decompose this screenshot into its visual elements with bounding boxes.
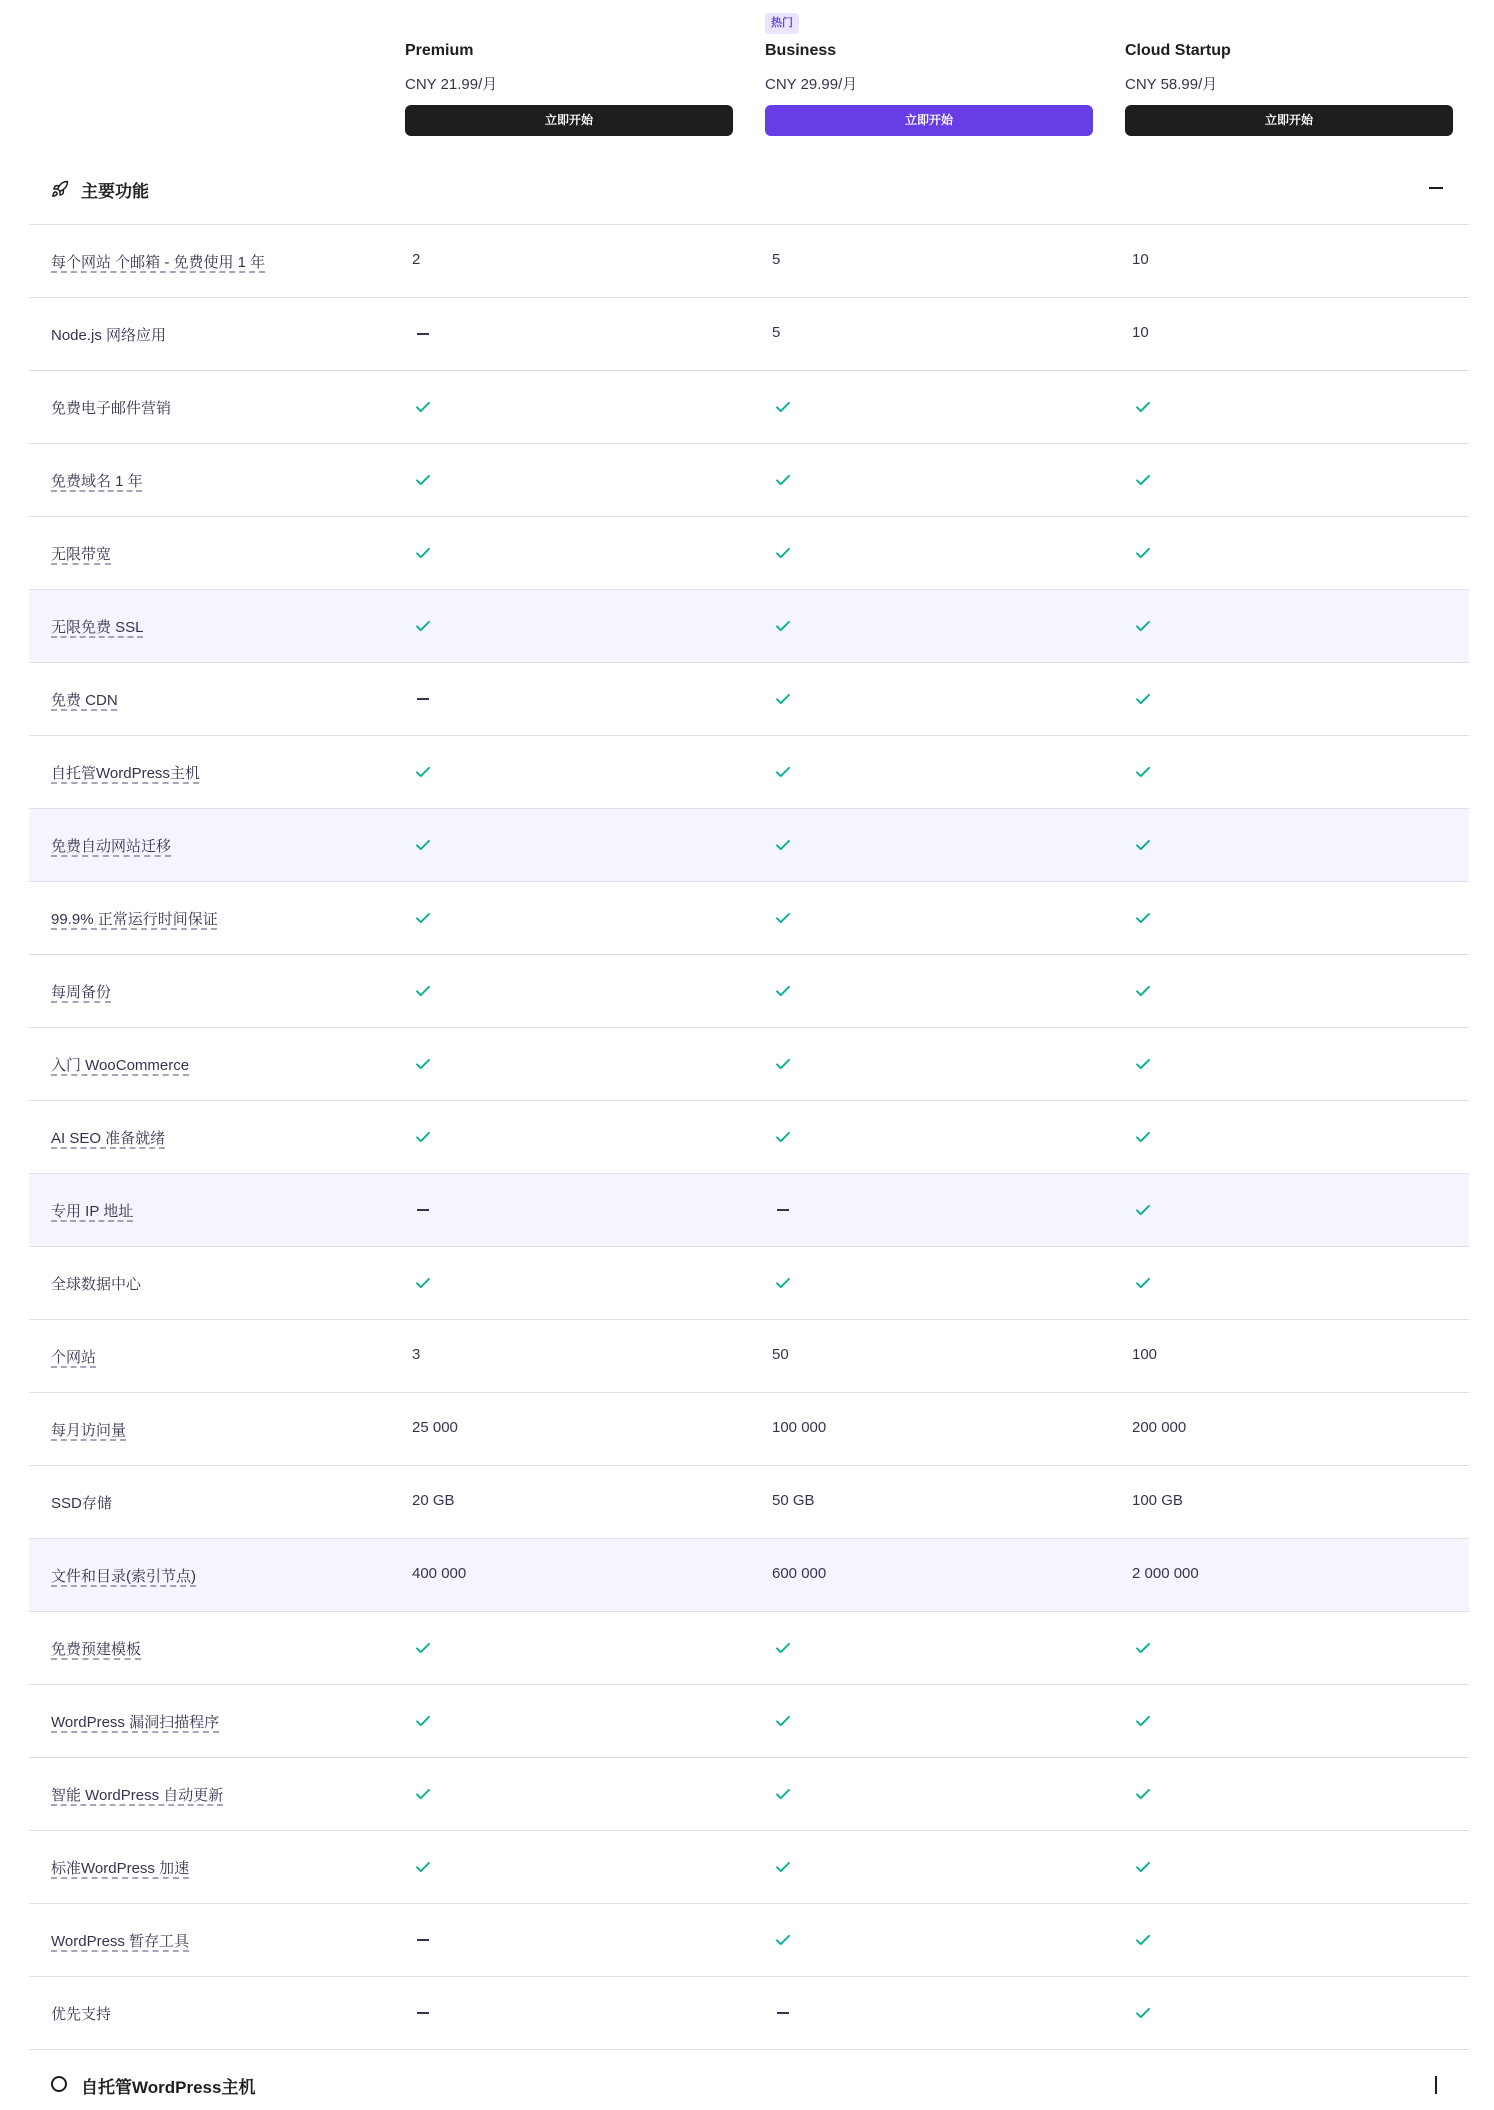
dash-icon bbox=[417, 698, 429, 700]
table-row bbox=[29, 1539, 1469, 1612]
check-icon bbox=[1134, 471, 1152, 489]
feature-value: 400 000 bbox=[412, 1565, 467, 1582]
check-icon bbox=[774, 1712, 792, 1730]
feature-label[interactable]: 个网站 bbox=[51, 1349, 97, 1366]
check-icon bbox=[1134, 1274, 1152, 1292]
check-icon bbox=[774, 1639, 792, 1657]
feature-label[interactable]: 每月访问量 bbox=[51, 1422, 127, 1439]
feature-value: 5 bbox=[772, 251, 781, 268]
minus-icon[interactable] bbox=[1427, 178, 1445, 196]
check-icon bbox=[1134, 1201, 1152, 1219]
feature-label[interactable]: 免费域名 1 年 bbox=[51, 473, 143, 490]
dash-icon bbox=[417, 1939, 429, 1941]
feature-value: 100 bbox=[1132, 1346, 1158, 1363]
feature-value: 3 bbox=[412, 1346, 421, 1363]
table-row bbox=[29, 1466, 1469, 1539]
table-row bbox=[29, 1685, 1469, 1758]
table-row bbox=[29, 1758, 1469, 1831]
popular-badge: 热门 bbox=[765, 13, 799, 34]
table-row bbox=[29, 225, 1469, 298]
check-icon bbox=[414, 763, 432, 781]
table-row bbox=[29, 1977, 1469, 2050]
feature-label[interactable]: 标准WordPress 加速 bbox=[51, 1860, 190, 1877]
table-row bbox=[29, 663, 1469, 736]
check-icon bbox=[1134, 1712, 1152, 1730]
check-icon bbox=[774, 617, 792, 635]
check-icon bbox=[414, 617, 432, 635]
check-icon bbox=[1134, 909, 1152, 927]
feature-value: 5 bbox=[772, 324, 781, 341]
check-icon bbox=[414, 1712, 432, 1730]
check-icon bbox=[774, 544, 792, 562]
check-icon bbox=[414, 909, 432, 927]
feature-table bbox=[29, 225, 1469, 2050]
feature-value: 2 bbox=[412, 251, 421, 268]
check-icon bbox=[1134, 2004, 1152, 2022]
table-row bbox=[29, 1247, 1469, 1320]
feature-label[interactable]: 免费预建模板 bbox=[51, 1641, 142, 1658]
section-title: 主要功能 bbox=[81, 182, 149, 201]
start-now-button[interactable]: 立即开始 bbox=[1125, 105, 1453, 136]
feature-value: 600 000 bbox=[772, 1565, 827, 1582]
table-row bbox=[29, 1320, 1469, 1393]
check-icon bbox=[774, 398, 792, 416]
table-row bbox=[29, 298, 1469, 371]
feature-label[interactable]: 专用 IP 地址 bbox=[51, 1203, 134, 1220]
plan-name: Premium bbox=[405, 42, 474, 59]
feature-label[interactable]: 无限带宽 bbox=[51, 546, 112, 563]
rocket-icon bbox=[51, 180, 69, 198]
dash-icon bbox=[777, 1209, 789, 1211]
table-row bbox=[29, 590, 1469, 663]
feature-label: 优先支持 bbox=[51, 2006, 112, 2023]
table-row bbox=[29, 955, 1469, 1028]
feature-label[interactable]: 99.9% 正常运行时间保证 bbox=[51, 911, 218, 928]
check-icon bbox=[1134, 1128, 1152, 1146]
check-icon bbox=[414, 1785, 432, 1803]
feature-label: Node.js 网络应用 bbox=[51, 327, 167, 344]
check-icon bbox=[1134, 763, 1152, 781]
feature-label[interactable]: WordPress 漏洞扫描程序 bbox=[51, 1714, 220, 1731]
check-icon bbox=[1134, 1785, 1152, 1803]
feature-value: 10 bbox=[1132, 324, 1149, 341]
feature-value: 100 GB bbox=[1132, 1492, 1183, 1509]
start-now-button[interactable]: 立即开始 bbox=[405, 105, 733, 136]
check-icon bbox=[1134, 836, 1152, 854]
check-icon bbox=[414, 982, 432, 1000]
feature-label: 免费电子邮件营销 bbox=[51, 400, 172, 417]
check-icon bbox=[774, 690, 792, 708]
table-row bbox=[29, 371, 1469, 444]
wordpress-icon bbox=[51, 2076, 67, 2092]
dash-icon bbox=[417, 1209, 429, 1211]
feature-value: 25 000 bbox=[412, 1419, 458, 1436]
check-icon bbox=[414, 471, 432, 489]
feature-label[interactable]: 免费自动网站迁移 bbox=[51, 838, 172, 855]
section-title: 自托管WordPress主机 bbox=[81, 2078, 256, 2097]
check-icon bbox=[414, 1639, 432, 1657]
table-row bbox=[29, 1904, 1469, 1977]
check-icon bbox=[1134, 1858, 1152, 1876]
start-now-button[interactable]: 立即开始 bbox=[765, 105, 1093, 136]
check-icon bbox=[774, 763, 792, 781]
check-icon bbox=[774, 1858, 792, 1876]
plan-header bbox=[0, 0, 1494, 150]
feature-label[interactable]: 每个网站 个邮箱 - 免费使用 1 年 bbox=[51, 254, 266, 271]
plan-price: CNY 29.99/月 bbox=[765, 76, 858, 93]
check-icon bbox=[774, 1785, 792, 1803]
check-icon bbox=[774, 982, 792, 1000]
table-row bbox=[29, 809, 1469, 882]
table-row bbox=[29, 517, 1469, 590]
feature-label[interactable]: 免费 CDN bbox=[51, 692, 118, 709]
plan-price: CNY 58.99/月 bbox=[1125, 76, 1218, 93]
feature-value: 10 bbox=[1132, 251, 1149, 268]
feature-value: 2 000 000 bbox=[1132, 1565, 1199, 1582]
feature-label[interactable]: 入门 WooCommerce bbox=[51, 1057, 190, 1074]
section-header-main-features[interactable] bbox=[29, 150, 1469, 225]
plus-icon[interactable] bbox=[1427, 2076, 1445, 2094]
check-icon bbox=[414, 836, 432, 854]
table-row bbox=[29, 736, 1469, 809]
table-row bbox=[29, 444, 1469, 517]
check-icon bbox=[774, 1055, 792, 1073]
dash-icon bbox=[777, 2012, 789, 2014]
feature-label[interactable]: 无限免费 SSL bbox=[51, 619, 144, 636]
plan-price: CNY 21.99/月 bbox=[405, 76, 498, 93]
feature-label[interactable]: AI SEO 准备就绪 bbox=[51, 1130, 166, 1147]
table-row bbox=[29, 1028, 1469, 1101]
check-icon bbox=[1134, 1639, 1152, 1657]
check-icon bbox=[414, 1858, 432, 1876]
feature-label[interactable]: 智能 WordPress 自动更新 bbox=[51, 1787, 224, 1804]
check-icon bbox=[1134, 617, 1152, 635]
check-icon bbox=[1134, 398, 1152, 416]
check-icon bbox=[414, 1128, 432, 1146]
feature-label[interactable]: 每周备份 bbox=[51, 984, 112, 1001]
table-row bbox=[29, 1831, 1469, 1904]
feature-label[interactable]: 文件和目录(索引节点) bbox=[51, 1568, 196, 1585]
check-icon bbox=[1134, 544, 1152, 562]
table-row bbox=[29, 1612, 1469, 1685]
dash-icon bbox=[417, 333, 429, 335]
feature-label[interactable]: 自托管WordPress主机 bbox=[51, 765, 200, 782]
table-row bbox=[29, 882, 1469, 955]
check-icon bbox=[1134, 1931, 1152, 1949]
check-icon bbox=[774, 909, 792, 927]
feature-value: 20 GB bbox=[412, 1492, 455, 1509]
check-icon bbox=[774, 836, 792, 854]
table-row bbox=[29, 1101, 1469, 1174]
check-icon bbox=[774, 1931, 792, 1949]
check-icon bbox=[1134, 982, 1152, 1000]
feature-label: 全球数据中心 bbox=[51, 1276, 142, 1293]
table-row bbox=[29, 1393, 1469, 1466]
feature-value: 100 000 bbox=[772, 1419, 827, 1436]
check-icon bbox=[414, 1055, 432, 1073]
table-row bbox=[29, 1174, 1469, 1247]
check-icon bbox=[1134, 1055, 1152, 1073]
feature-label[interactable]: WordPress 暂存工具 bbox=[51, 1933, 190, 1950]
dash-icon bbox=[417, 2012, 429, 2014]
check-icon bbox=[774, 1128, 792, 1146]
check-icon bbox=[774, 1274, 792, 1292]
plan-name: Cloud Startup bbox=[1125, 42, 1231, 59]
feature-value: 200 000 bbox=[1132, 1419, 1187, 1436]
section-header-wordpress-hosting[interactable] bbox=[29, 2070, 1469, 2110]
feature-value: 50 bbox=[772, 1346, 789, 1363]
feature-value: 50 GB bbox=[772, 1492, 815, 1509]
check-icon bbox=[414, 1274, 432, 1292]
check-icon bbox=[414, 544, 432, 562]
feature-label: SSD存储 bbox=[51, 1495, 112, 1512]
check-icon bbox=[414, 398, 432, 416]
check-icon bbox=[774, 471, 792, 489]
plan-name: Business bbox=[765, 42, 837, 59]
check-icon bbox=[1134, 690, 1152, 708]
